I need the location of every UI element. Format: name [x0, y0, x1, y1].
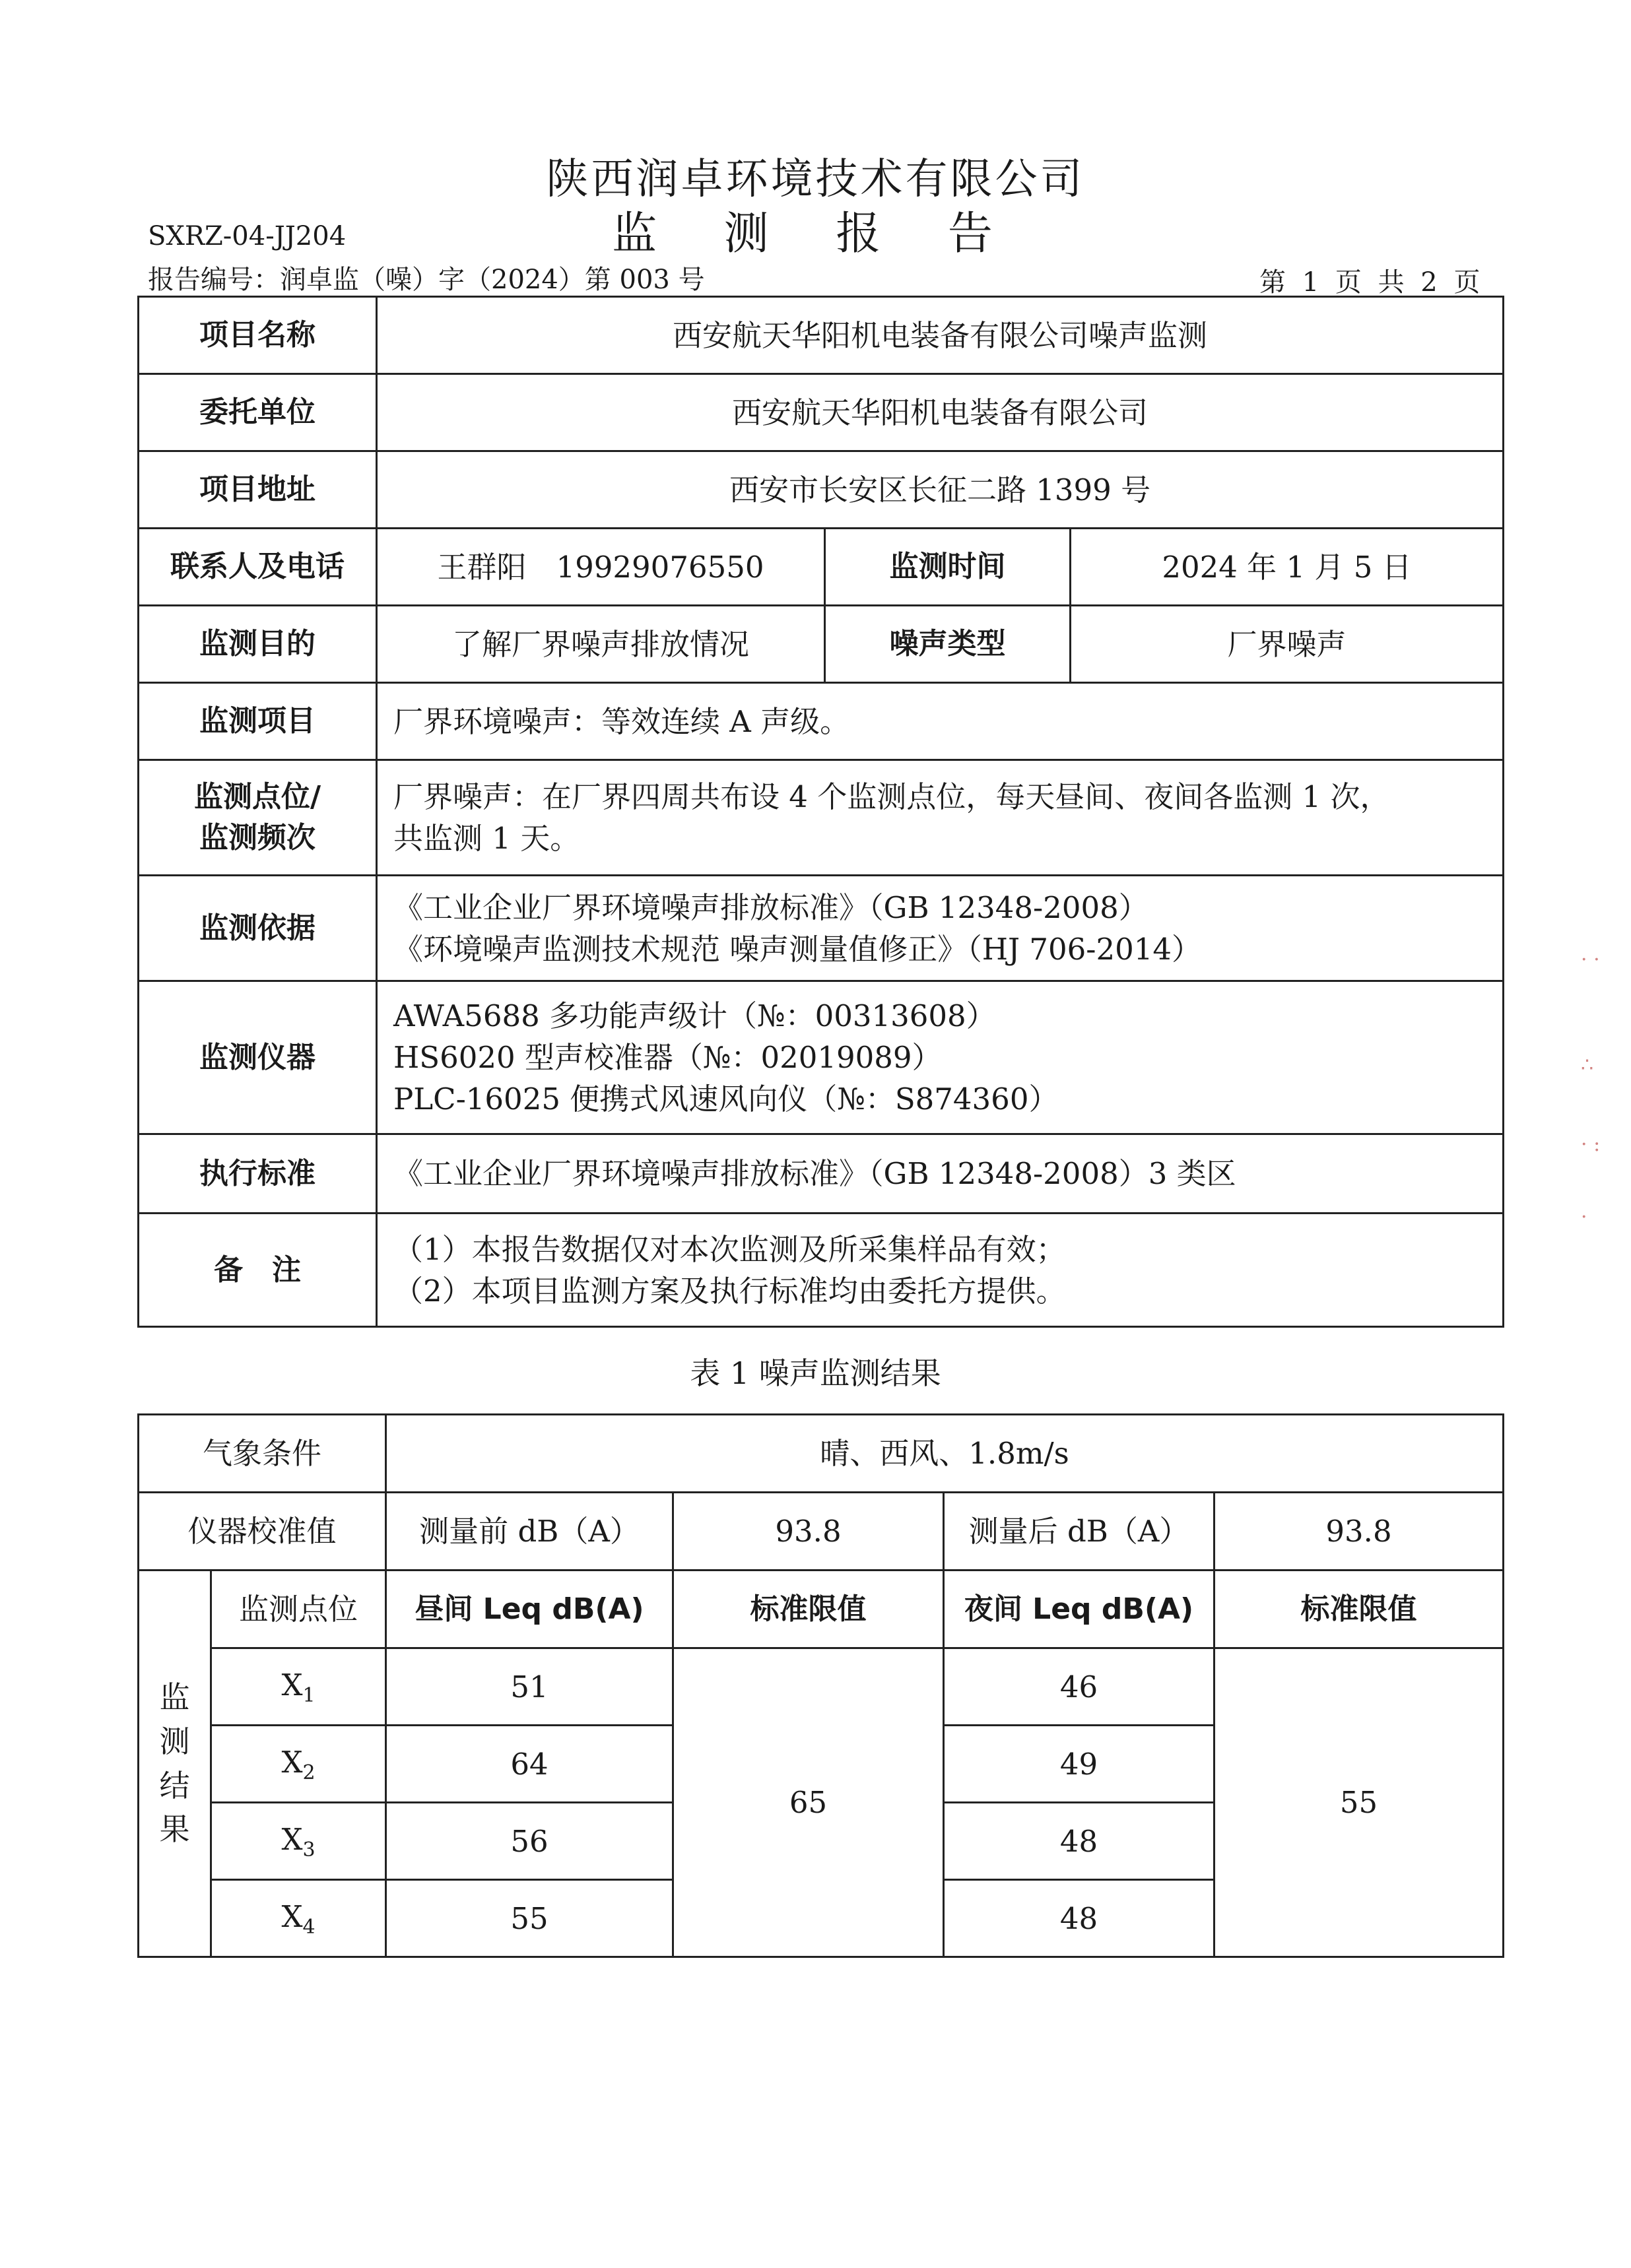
remark-label: 备 注	[139, 1214, 377, 1327]
point-cell	[211, 1648, 386, 1726]
point-letter: X	[281, 1667, 303, 1702]
client-value: 西安航天华阳机电装备有限公司	[377, 374, 1504, 451]
basis-line1: 《工业企业厂界环境噪声排放标准》（GB 12348-2008）	[393, 890, 1148, 925]
form-code: SXRZ-04-JJ204	[148, 221, 347, 251]
point-letter: X	[281, 1821, 303, 1857]
night-value: 46	[944, 1648, 1215, 1726]
seal-edge-mark: ·	[1581, 1206, 1587, 1229]
points-label-line1: 监测点位/	[193, 780, 321, 814]
row-points	[139, 760, 1504, 876]
row-project-name	[139, 297, 1504, 374]
address-label: 项目地址	[139, 451, 377, 529]
col-night-limit-header: 标准限值	[1215, 1571, 1504, 1648]
row-remark	[139, 1214, 1504, 1327]
col-point-header: 监测点位	[211, 1571, 386, 1648]
point-sub: 2	[302, 1761, 316, 1784]
results-caption: 表 1 噪声监测结果	[690, 1355, 941, 1391]
report-number: 报告编号：润卓监（噪）字（2024）第 003 号	[148, 265, 705, 295]
seal-edge-mark: · ·	[1581, 948, 1600, 971]
noise-type-value: 厂界噪声	[1071, 606, 1504, 683]
day-value: 56	[386, 1803, 673, 1880]
points-label-line2: 监测频次	[199, 821, 316, 855]
basis-line2: 《环境噪声监测技术规范 噪声测量值修正》（HJ 706-2014）	[393, 931, 1202, 967]
col-night-header: 夜间 Leq dB(A)	[944, 1571, 1215, 1648]
company-name: 陕西润卓环境技术有限公司	[546, 155, 1085, 204]
weather-value: 晴、西风、1.8m/s	[386, 1415, 1504, 1493]
col-day-limit-header: 标准限值	[673, 1571, 944, 1648]
point-letter: X	[281, 1898, 303, 1934]
side-char-4: 果	[159, 1811, 190, 1848]
project-name-value: 西安航天华阳机电装备有限公司噪声监测	[377, 297, 1504, 374]
item-label: 监测项目	[139, 683, 377, 760]
day-limit-value: 65	[673, 1648, 944, 1957]
night-value: 49	[944, 1726, 1215, 1803]
noise-type-label: 噪声类型	[825, 606, 1071, 683]
purpose-label: 监测目的	[139, 606, 377, 683]
row-contact	[139, 529, 1504, 606]
remark-line1: （1）本报告数据仅对本次监测及所采集样品有效；	[393, 1231, 1066, 1267]
night-value: 48	[944, 1880, 1215, 1957]
page-indicator: 第 1 页 共 2 页	[1259, 267, 1484, 298]
point-sub: 4	[302, 1915, 316, 1939]
row-weather	[139, 1415, 1504, 1493]
contact-value: 王群阳 19929076550	[377, 529, 825, 606]
before-label: 测量前 dB（A）	[386, 1493, 673, 1571]
side-char-3: 结	[159, 1767, 190, 1803]
remark-line2: （2）本项目监测方案及执行标准均由委托方提供。	[393, 1273, 1066, 1309]
point-cell	[211, 1880, 386, 1957]
purpose-value: 了解厂界噪声排放情况	[377, 606, 825, 683]
instrument-value	[377, 981, 1504, 1134]
seal-edge-mark: ∴	[1581, 1054, 1594, 1077]
day-value: 55	[386, 1880, 673, 1957]
item-value: 厂界环境噪声：等效连续 A 声级。	[377, 683, 1504, 760]
seal-edge-mark: · :	[1581, 1133, 1601, 1156]
point-cell	[211, 1803, 386, 1880]
instrument-line2: HS6020 型声校准器（№：02019089）	[393, 1040, 942, 1075]
day-value: 64	[386, 1726, 673, 1803]
points-label	[139, 760, 377, 876]
side-char-1: 监	[159, 1679, 190, 1716]
instrument-line3: PLC-16025 便携式风速风向仪（№：S874360）	[393, 1082, 1059, 1117]
row-item	[139, 683, 1504, 760]
col-day-header: 昼间 Leq dB(A)	[386, 1571, 673, 1648]
table-row	[139, 1648, 1504, 1726]
row-instrument	[139, 981, 1504, 1134]
results-side-label	[139, 1571, 211, 1957]
standard-value: 《工业企业厂界环境噪声排放标准》（GB 12348-2008）3 类区	[377, 1134, 1504, 1214]
remark-value	[377, 1214, 1504, 1327]
day-value: 51	[386, 1648, 673, 1726]
weather-label: 气象条件	[139, 1415, 386, 1493]
time-value: 2024 年 1 月 5 日	[1071, 529, 1504, 606]
point-sub: 3	[302, 1838, 316, 1862]
after-value: 93.8	[1215, 1493, 1504, 1571]
after-label: 测量后 dB（A）	[944, 1493, 1215, 1571]
row-address	[139, 451, 1504, 529]
points-line2: 共监测 1 天。	[393, 821, 580, 856]
row-purpose	[139, 606, 1504, 683]
point-cell	[211, 1726, 386, 1803]
points-value	[377, 760, 1504, 876]
side-char-2: 测	[159, 1723, 190, 1759]
contact-label: 联系人及电话	[139, 529, 377, 606]
calibration-label: 仪器校准值	[139, 1493, 386, 1571]
points-line1: 厂界噪声：在厂界四周共布设 4 个监测点位，每天昼间、夜间各监测 1 次，	[393, 779, 1390, 814]
row-basis	[139, 876, 1504, 981]
point-letter: X	[281, 1744, 303, 1780]
report-title: 监 测 报 告	[612, 208, 1019, 260]
client-label: 委托单位	[139, 374, 377, 451]
row-client	[139, 374, 1504, 451]
row-standard	[139, 1134, 1504, 1214]
instrument-line1: AWA5688 多功能声级计（№：00313608）	[393, 998, 996, 1033]
night-value: 48	[944, 1803, 1215, 1880]
address-value: 西安市长安区长征二路 1399 号	[377, 451, 1504, 529]
time-label: 监测时间	[825, 529, 1071, 606]
before-value: 93.8	[673, 1493, 944, 1571]
point-sub: 1	[302, 1683, 316, 1707]
project-name-label: 项目名称	[139, 297, 377, 374]
row-header	[139, 1571, 1504, 1648]
basis-value	[377, 876, 1504, 981]
row-calibration	[139, 1493, 1504, 1571]
night-limit-value: 55	[1215, 1648, 1504, 1957]
basis-label: 监测依据	[139, 876, 377, 981]
instrument-label: 监测仪器	[139, 981, 377, 1134]
results-table	[137, 1413, 1504, 1958]
project-info-table	[137, 296, 1504, 1328]
standard-label: 执行标准	[139, 1134, 377, 1214]
